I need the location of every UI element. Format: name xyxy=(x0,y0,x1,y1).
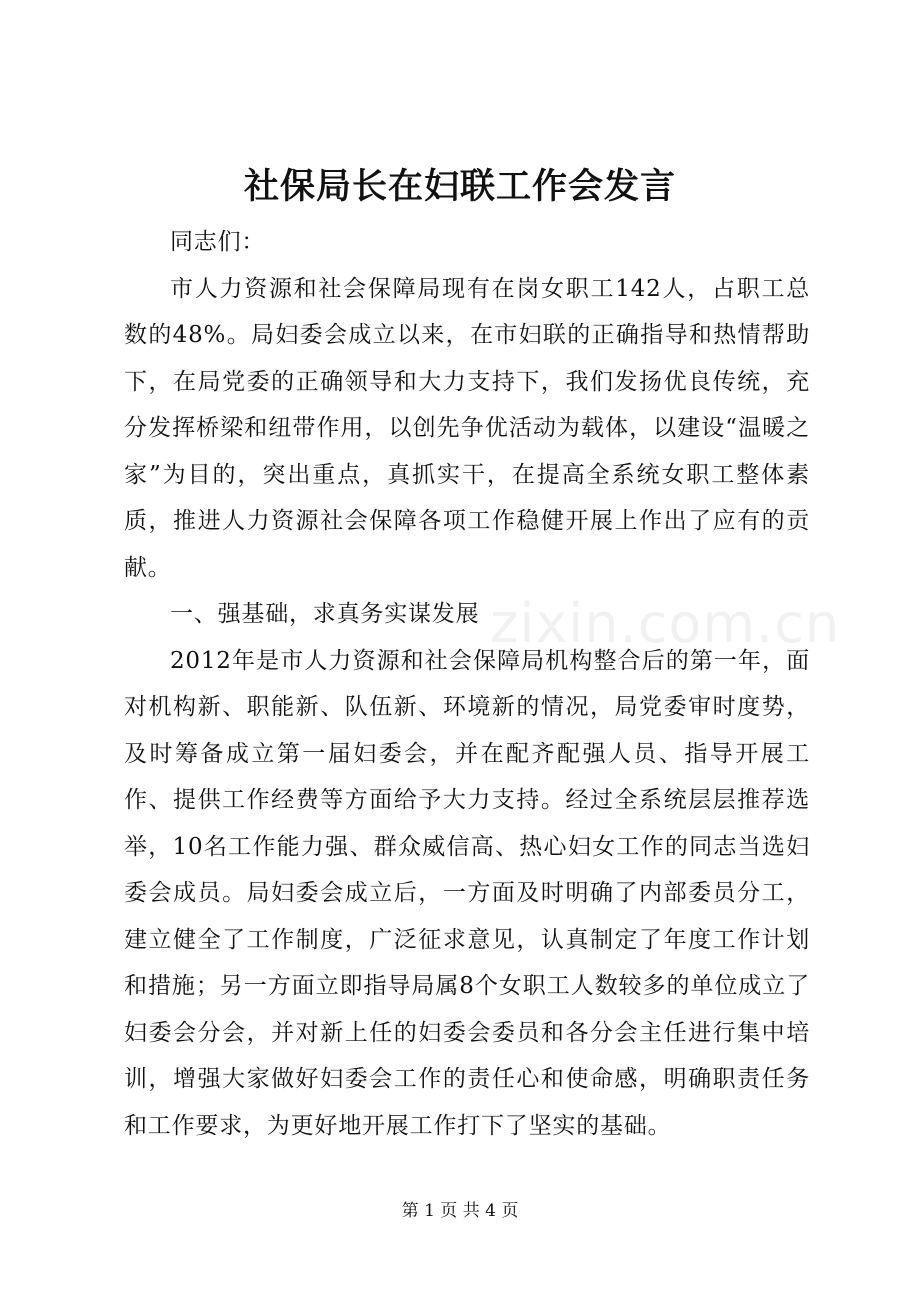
document-body xyxy=(124,219,810,1149)
section-1-paragraph: 2012年是市人力资源和社会保障局机构整合后的第一年，面对机构新、职能新、队伍新、环境新的情况，局党委审时度势，及时筹备成立第一届妇委会，并在配齐配强人员、指导开展工作、提供工作经费等方面给予大力支持。经过全系统层层推荐选举，10名工作能力强、群众威信高、热心妇女工作的同志当选妇委会成员。局妇委会成立后，一方面及时明确了内部委员分工，建立健全了工作制度，广泛征求意见，认真制定了年度工作计划和措施；另一方面立即指导局属8个女职工人数较多的单位成立了妇委会分会，并对新上任的妇委会委员和各分会主任进行集中培训，增强大家做好妇委会工作的责任心和使命感，明确职责任务和工作要求，为更好地开展工作打下了坚实的基础。 xyxy=(124,647,810,1139)
document-title: 社保局长在妇联工作会发言 xyxy=(243,166,676,207)
salutation-paragraph: 同志们： xyxy=(170,229,266,255)
section-heading-1: 一、强基础，求真务实谋发展 xyxy=(170,601,480,627)
watermark: zixin.com.cn xyxy=(490,592,841,655)
intro-paragraph: 市人力资源和社会保障局现有在岗女职工142人，占职工总数的48%。局妇委会成立以来，在市妇联的正确指导和热情帮助下，在局党委的正确领导和大力支持下，我们发扬优良传统，充分发挥桥梁和纽带作用，以创先争优活动为载体，以建设“温暖之家”为目的，突出重点，真抓实干，在提高全系统女职工整体素质，推进人力资源社会保障各项工作稳健开展上作出了应有的贡献。 xyxy=(124,275,810,581)
page-footer: 第 1 页 共 4 页 xyxy=(401,1201,519,1221)
